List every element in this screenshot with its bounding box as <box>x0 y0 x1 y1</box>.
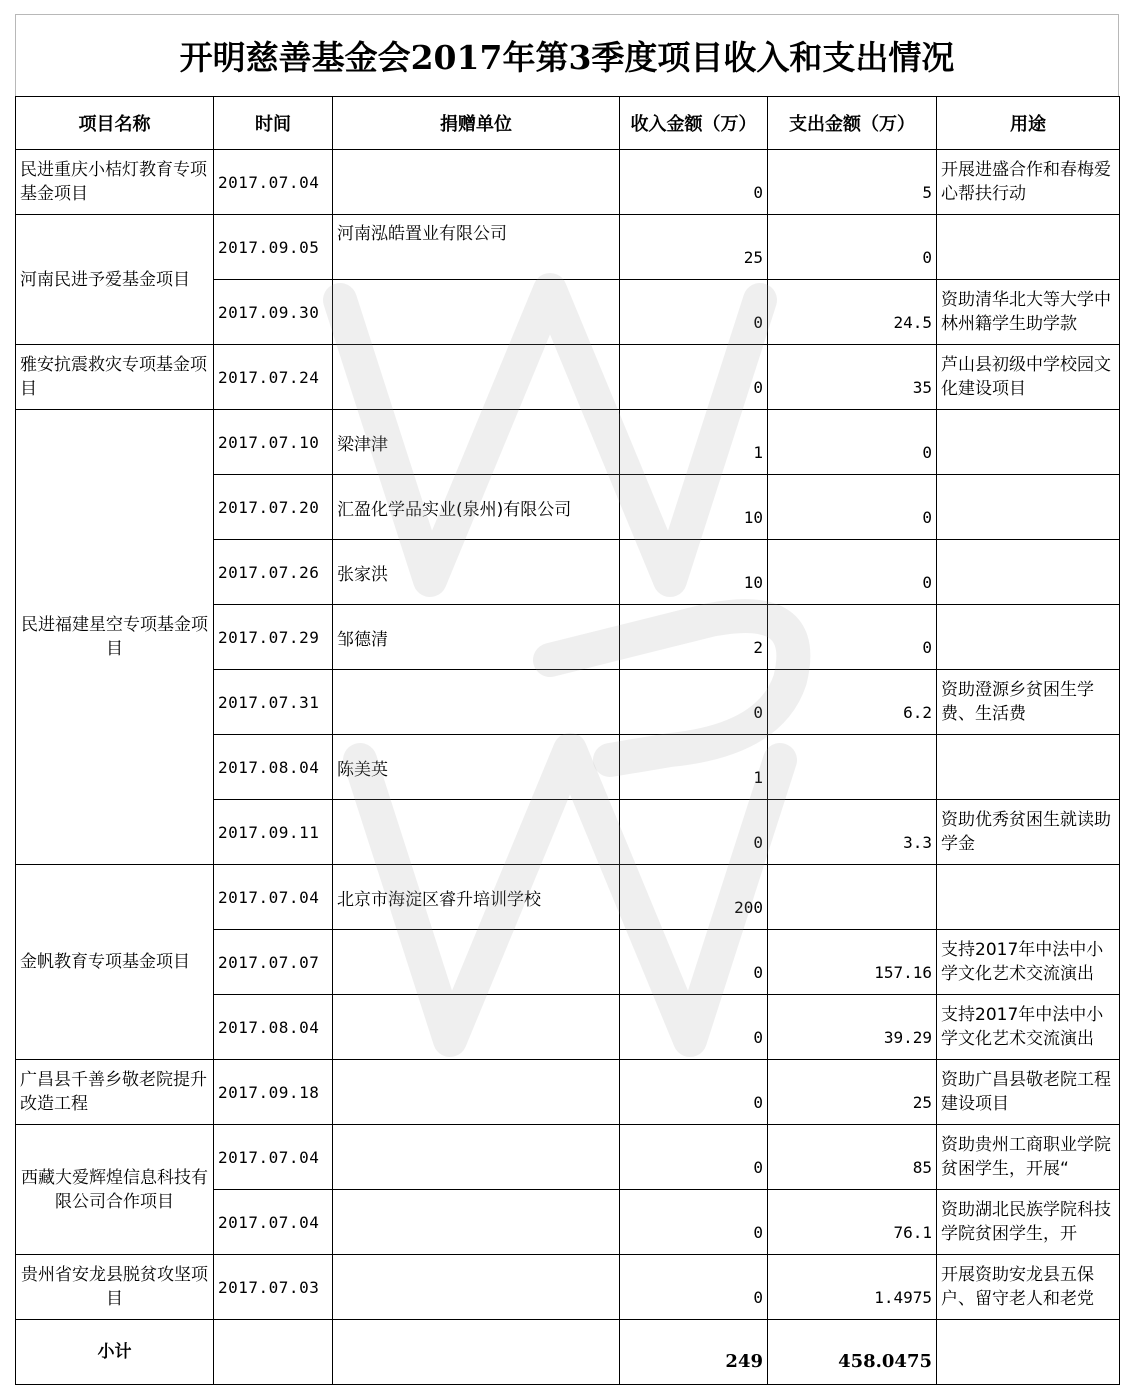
donor-cell[interactable]: 陈美英 <box>333 735 620 800</box>
use-cell[interactable]: 芦山县初级中学校园文化建设项目 <box>937 345 1120 410</box>
expense-cell[interactable]: 3.3 <box>768 800 937 865</box>
use-cell[interactable] <box>937 475 1120 540</box>
expense-cell[interactable]: 24.5 <box>768 280 937 345</box>
use-cell[interactable] <box>937 865 1120 930</box>
use-cell[interactable] <box>937 410 1120 475</box>
income-cell[interactable]: 2 <box>620 605 768 670</box>
use-cell[interactable]: 资助湖北民族学院科技学院贫困学生，开 <box>937 1190 1120 1255</box>
income-cell[interactable]: 0 <box>620 1255 768 1320</box>
expense-cell[interactable] <box>768 865 937 930</box>
title-cell[interactable] <box>15 14 1119 96</box>
header-donor[interactable]: 捐赠单位 <box>333 97 620 150</box>
expense-cell[interactable]: 157.16 <box>768 930 937 995</box>
date-cell[interactable]: 2017.08.04 <box>214 735 333 800</box>
date-cell[interactable]: 2017.07.26 <box>214 540 333 605</box>
donor-cell[interactable]: 北京市海淀区睿升培训学校 <box>333 865 620 930</box>
income-cell[interactable]: 200 <box>620 865 768 930</box>
income-cell[interactable]: 0 <box>620 930 768 995</box>
expense-cell[interactable]: 0 <box>768 215 937 280</box>
expense-cell[interactable]: 6.2 <box>768 670 937 735</box>
donor-cell[interactable]: 汇盈化学品实业(泉州)有限公司 <box>333 475 620 540</box>
table-row <box>16 150 1120 215</box>
header-row <box>16 97 1120 150</box>
use-cell[interactable] <box>937 735 1120 800</box>
donor-cell[interactable]: 梁津津 <box>333 410 620 475</box>
donor-cell[interactable] <box>333 930 620 995</box>
date-cell[interactable]: 2017.09.05 <box>214 215 333 280</box>
date-cell[interactable]: 2017.08.04 <box>214 995 333 1060</box>
project-name-cell[interactable]: 民进重庆小桔灯教育专项基金项目 <box>16 150 214 215</box>
watermark-text: WPS <box>850 100 853 101</box>
header-date[interactable]: 时间 <box>214 97 333 150</box>
total-income[interactable]: 249 <box>620 1320 768 1385</box>
use-cell[interactable]: 支持2017年中法中小学文化艺术交流演出 <box>937 995 1120 1060</box>
table-row <box>16 1060 1120 1125</box>
donor-cell[interactable]: 邹德清 <box>333 605 620 670</box>
use-cell[interactable] <box>937 540 1120 605</box>
expense-cell[interactable]: 0 <box>768 410 937 475</box>
project-name-cell[interactable]: 金帆教育专项基金项目 <box>16 865 214 1060</box>
project-name-cell[interactable]: 河南民进予爱基金项目 <box>16 215 214 345</box>
date-cell[interactable]: 2017.07.10 <box>214 410 333 475</box>
expense-cell[interactable] <box>768 735 937 800</box>
use-cell[interactable] <box>937 215 1120 280</box>
income-cell[interactable]: 0 <box>620 1060 768 1125</box>
total-row <box>16 1320 1120 1385</box>
date-cell[interactable]: 2017.07.04 <box>214 865 333 930</box>
use-cell[interactable]: 开展资助安龙县五保户、留守老人和老党 <box>937 1255 1120 1320</box>
project-name-cell[interactable]: 西藏大爱辉煌信息科技有限公司合作项目 <box>16 1125 214 1255</box>
donor-cell[interactable] <box>333 1060 620 1125</box>
donor-cell[interactable] <box>333 670 620 735</box>
income-cell[interactable]: 0 <box>620 150 768 215</box>
expense-cell[interactable]: 25 <box>768 1060 937 1125</box>
expense-cell[interactable]: 1.4975 <box>768 1255 937 1320</box>
date-cell[interactable]: 2017.07.04 <box>214 1190 333 1255</box>
expense-cell[interactable]: 5 <box>768 150 937 215</box>
project-name-cell[interactable]: 广昌县千善乡敬老院提升改造工程 <box>16 1060 214 1125</box>
table-row <box>16 345 1120 410</box>
table-row <box>16 1255 1120 1320</box>
use-cell[interactable]: 开展进盛合作和春梅爱心帮扶行动 <box>937 150 1120 215</box>
income-cell[interactable]: 0 <box>620 345 768 410</box>
project-name-cell[interactable]: 贵州省安龙县脱贫攻坚项目 <box>16 1255 214 1320</box>
date-cell[interactable]: 2017.07.29 <box>214 605 333 670</box>
date-cell[interactable]: 2017.07.20 <box>214 475 333 540</box>
table-row <box>16 1125 1120 1190</box>
project-name-cell[interactable]: 雅安抗震救灾专项基金项目 <box>16 345 214 410</box>
header-use[interactable]: 用途 <box>937 97 1120 150</box>
income-cell[interactable]: 1 <box>620 735 768 800</box>
date-cell[interactable]: 2017.07.31 <box>214 670 333 735</box>
total-expense[interactable]: 458.0475 <box>768 1320 937 1385</box>
donor-cell[interactable] <box>333 280 620 345</box>
table-row <box>16 865 1120 930</box>
date-cell[interactable]: 2017.09.30 <box>214 280 333 345</box>
use-cell[interactable]: 资助优秀贫困生就读助学金 <box>937 800 1120 865</box>
expense-cell[interactable]: 39.29 <box>768 995 937 1060</box>
empty-cell[interactable] <box>214 1320 333 1385</box>
spreadsheet <box>15 14 1119 1385</box>
income-cell[interactable]: 0 <box>620 1190 768 1255</box>
expense-cell[interactable]: 76.1 <box>768 1190 937 1255</box>
use-cell[interactable] <box>937 605 1120 670</box>
use-cell[interactable]: 资助清华北大等大学中林州籍学生助学款 <box>937 280 1120 345</box>
total-label[interactable]: 小计 <box>16 1320 214 1385</box>
income-cell[interactable]: 0 <box>620 995 768 1060</box>
donor-cell[interactable] <box>333 995 620 1060</box>
use-cell[interactable]: 资助广昌县敬老院工程建设项目 <box>937 1060 1120 1125</box>
income-cell[interactable]: 0 <box>620 670 768 735</box>
data-table <box>15 96 1120 1385</box>
date-cell[interactable]: 2017.09.18 <box>214 1060 333 1125</box>
header-project[interactable]: 项目名称 <box>16 97 214 150</box>
use-cell[interactable]: 资助澄源乡贫困生学费、生活费 <box>937 670 1120 735</box>
date-cell[interactable]: 2017.09.11 <box>214 800 333 865</box>
date-cell[interactable]: 2017.07.04 <box>214 150 333 215</box>
table-row <box>16 215 1120 280</box>
income-cell[interactable]: 10 <box>620 475 768 540</box>
project-name-cell[interactable]: 民进福建星空专项基金项目 <box>16 410 214 865</box>
donor-cell[interactable]: 河南泓皓置业有限公司 <box>333 215 620 280</box>
date-cell[interactable]: 2017.07.24 <box>214 345 333 410</box>
header-income[interactable]: 收入金额（万） <box>620 97 768 150</box>
expense-cell[interactable]: 85 <box>768 1125 937 1190</box>
expense-cell[interactable]: 0 <box>768 475 937 540</box>
income-cell[interactable]: 0 <box>620 1125 768 1190</box>
income-cell[interactable]: 10 <box>620 540 768 605</box>
header-expense[interactable]: 支出金额（万） <box>768 97 937 150</box>
expense-cell[interactable]: 0 <box>768 540 937 605</box>
empty-cell[interactable] <box>937 1320 1120 1385</box>
expense-cell[interactable]: 35 <box>768 345 937 410</box>
donor-cell[interactable] <box>333 1190 620 1255</box>
donor-cell[interactable]: 张家洪 <box>333 540 620 605</box>
income-cell[interactable]: 1 <box>620 410 768 475</box>
income-cell[interactable]: 25 <box>620 215 768 280</box>
income-cell[interactable]: 0 <box>620 800 768 865</box>
table-row <box>16 410 1120 475</box>
date-cell[interactable]: 2017.07.03 <box>214 1255 333 1320</box>
page-title: 开明慈善基金会2017年第3季度项目收入和支出情况 <box>179 38 955 77</box>
use-cell[interactable]: 资助贵州工商职业学院贫困学生，开展“ <box>937 1125 1120 1190</box>
donor-cell[interactable] <box>333 150 620 215</box>
use-cell[interactable]: 支持2017年中法中小学文化艺术交流演出 <box>937 930 1120 995</box>
empty-cell[interactable] <box>333 1320 620 1385</box>
donor-cell[interactable] <box>333 800 620 865</box>
expense-cell[interactable]: 0 <box>768 605 937 670</box>
date-cell[interactable]: 2017.07.07 <box>214 930 333 995</box>
date-cell[interactable]: 2017.07.04 <box>214 1125 333 1190</box>
donor-cell[interactable] <box>333 1125 620 1190</box>
donor-cell[interactable] <box>333 345 620 410</box>
income-cell[interactable]: 0 <box>620 280 768 345</box>
donor-cell[interactable] <box>333 1255 620 1320</box>
